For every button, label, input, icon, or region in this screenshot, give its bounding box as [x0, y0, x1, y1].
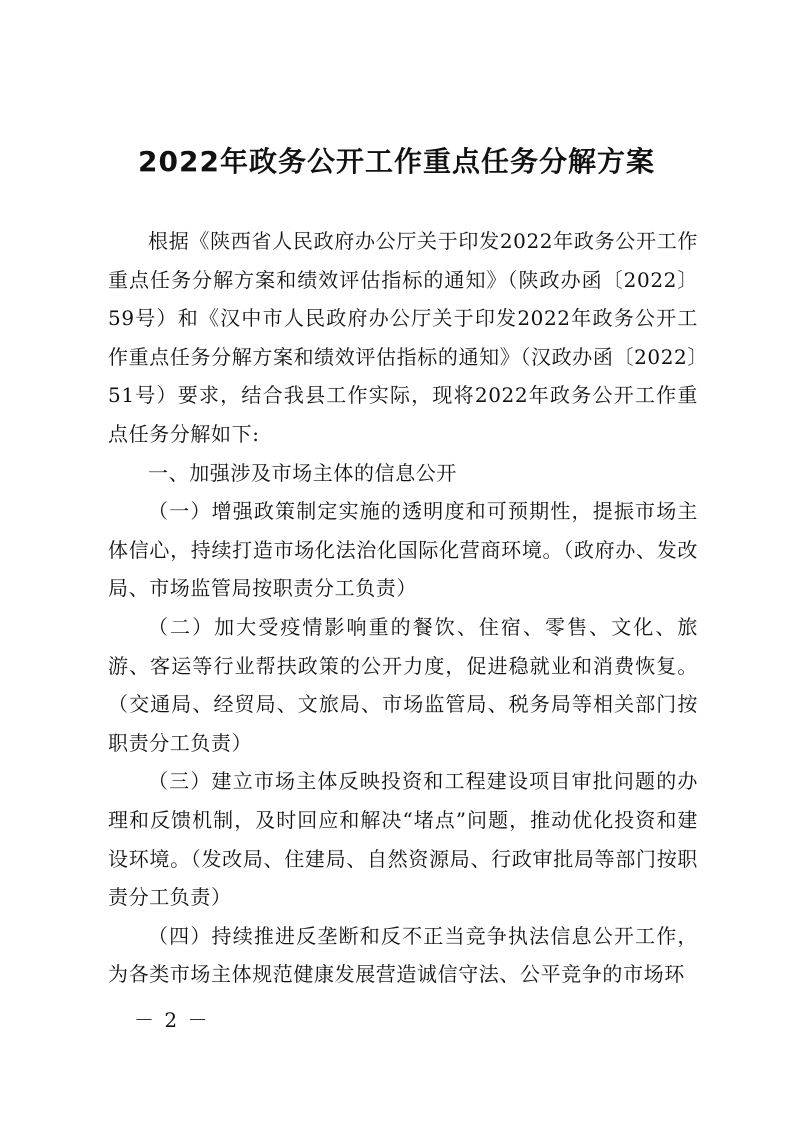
section-heading: 一、加强涉及市场主体的信息公开 [148, 460, 457, 485]
list-item: （四）持续推进反垄断和反不正当竞争执法信息公开工作，为各类市场主体规范健康发展营造诚信守法、公平竞争的市场环 [108, 923, 698, 987]
list-item: （三）建立市场主体反映投资和工程建设项目审批问题的办理和反馈机制，及时回应和解决“堵点”问题，推动优化投资和建设环境。（发改局、住建局、自然资源局、行政审批局等部门按职责分工负责） [108, 769, 698, 910]
list-item: （一）增强政策制定实施的透明度和可预期性，提振市场主体信心，持续打造市场化法治化国际化营商环境。（政府办、发改局、市场监管局按职责分工负责） [108, 499, 698, 601]
page-number: － 2 － [134, 1008, 210, 1032]
document-body [108, 222, 698, 994]
document-title: 2022年政务公开工作重点任务分解方案 [138, 145, 655, 178]
intro-paragraph: 根据《陕西省人民政府办公厅关于印发2022年政务公开工作重点任务分解方案和绩效评估指标的通知》（陕政办函〔2022〕59号）和《汉中市人民政府办公厅关于印发2022年政务公开工作重点任务分解方案和绩效评估指标的通知》（汉政办函〔2022〕51号）要求，结合我县工作实际，现将2022年政务公开工作重点任务分解如下: [108, 229, 698, 446]
list-item: （二）加大受疫情影响重的餐饮、住宿、零售、文化、旅游、客运等行业帮扶政策的公开力度，促进稳就业和消费恢复。（交通局、经贸局、文旅局、市场监管局、税务局等相关部门按职责分工负责） [108, 614, 698, 755]
